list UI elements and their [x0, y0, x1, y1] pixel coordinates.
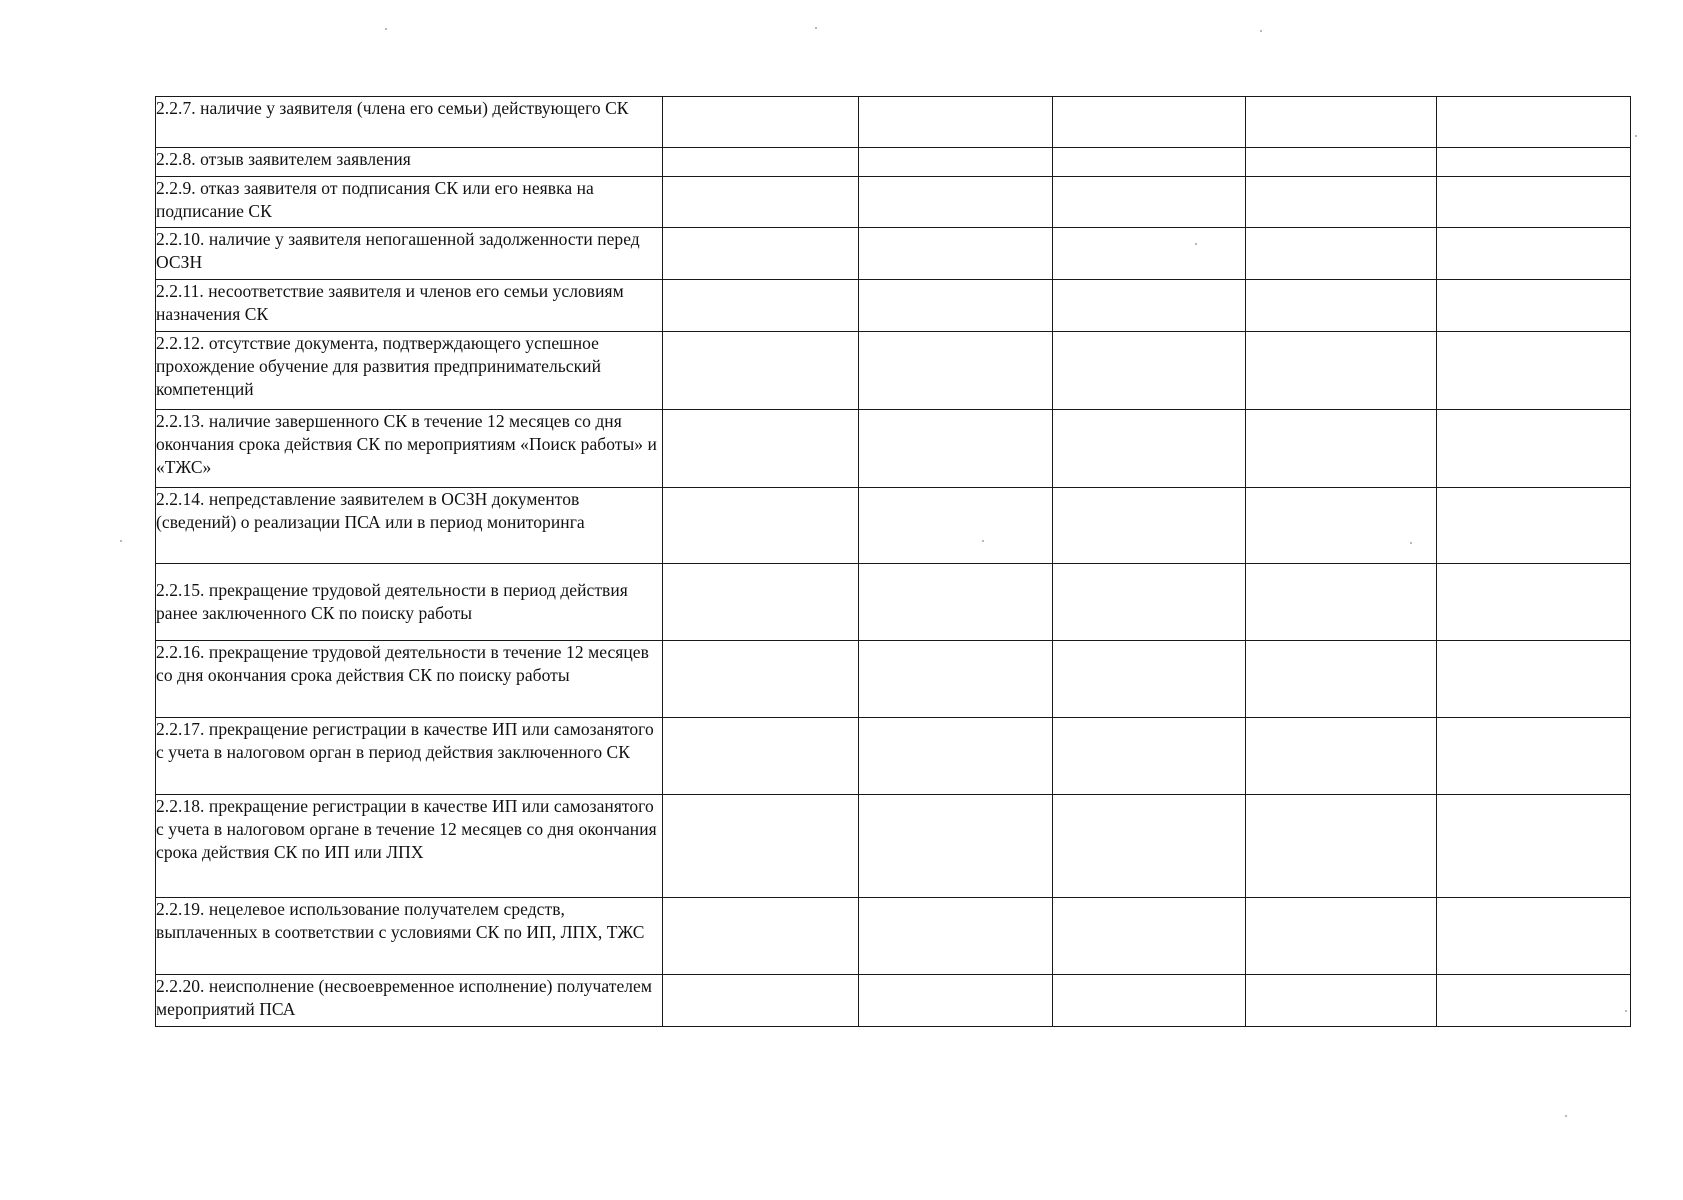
scan-speck — [385, 28, 387, 30]
empty-cell — [1437, 641, 1631, 718]
scan-speck — [982, 540, 984, 542]
table-row — [156, 641, 1631, 718]
row-text-cell: 2.2.11. несоответствие заявителя и членов его семьи условиям назначения СК — [156, 280, 663, 332]
empty-cell — [859, 410, 1053, 488]
empty-cell — [1437, 228, 1631, 280]
empty-cell — [1246, 488, 1437, 564]
empty-cell — [1053, 97, 1246, 148]
empty-cell — [1437, 795, 1631, 898]
empty-cell — [1437, 332, 1631, 410]
scan-speck — [815, 27, 817, 29]
table-row — [156, 410, 1631, 488]
empty-cell — [663, 332, 859, 410]
empty-cell — [859, 97, 1053, 148]
row-text-cell: 2.2.13. наличие завершенного СК в течение 12 месяцев со дня окончания срока действия СК по мероприятиям «Поиск работы» и «ТЖС» — [156, 410, 663, 488]
empty-cell — [663, 97, 859, 148]
scan-speck — [1260, 30, 1262, 32]
empty-cell — [1437, 975, 1631, 1027]
empty-cell — [1053, 332, 1246, 410]
table-row — [156, 148, 1631, 177]
empty-cell — [1246, 177, 1437, 228]
table-row — [156, 280, 1631, 332]
empty-cell — [859, 228, 1053, 280]
empty-cell — [1437, 718, 1631, 795]
scan-speck — [1625, 1010, 1627, 1012]
row-text-cell: 2.2.16. прекращение трудовой деятельности в течение 12 месяцев со дня окончания срока действия СК по поиску работы — [156, 641, 663, 718]
empty-cell — [1053, 564, 1246, 641]
empty-cell — [1437, 97, 1631, 148]
empty-cell — [859, 177, 1053, 228]
empty-cell — [1437, 280, 1631, 332]
empty-cell — [1053, 718, 1246, 795]
empty-cell — [1053, 280, 1246, 332]
table-row — [156, 564, 1631, 641]
empty-cell — [1246, 97, 1437, 148]
empty-cell — [1437, 564, 1631, 641]
row-text-cell: 2.2.20. неисполнение (несвоевременное исполнение) получателем мероприятий ПСА — [156, 975, 663, 1027]
empty-cell — [1246, 641, 1437, 718]
empty-cell — [1053, 795, 1246, 898]
empty-cell — [663, 641, 859, 718]
empty-cell — [1437, 148, 1631, 177]
row-text-cell: 2.2.10. наличие у заявителя непогашенной задолженности перед ОСЗН — [156, 228, 663, 280]
empty-cell — [663, 280, 859, 332]
empty-cell — [1246, 975, 1437, 1027]
row-text-cell: 2.2.19. нецелевое использование получателем средств, выплаченных в соответствии с условиями СК по ИП, ЛПХ, ТЖС — [156, 898, 663, 975]
empty-cell — [663, 795, 859, 898]
row-text-cell: 2.2.15. прекращение трудовой деятельности в период действия ранее заключенного СК по поиску работы — [156, 564, 663, 641]
scan-speck — [1410, 542, 1412, 544]
empty-cell — [1053, 177, 1246, 228]
empty-cell — [1246, 795, 1437, 898]
empty-cell — [1437, 488, 1631, 564]
empty-cell — [1246, 718, 1437, 795]
row-text-cell: 2.2.7. наличие у заявителя (члена его семьи) действующего СК — [156, 97, 663, 148]
empty-cell — [663, 975, 859, 1027]
table-row — [156, 177, 1631, 228]
empty-cell — [859, 148, 1053, 177]
row-text-cell: 2.2.8. отзыв заявителем заявления — [156, 148, 663, 177]
empty-cell — [1246, 332, 1437, 410]
empty-cell — [859, 280, 1053, 332]
empty-cell — [1246, 564, 1437, 641]
empty-cell — [1246, 228, 1437, 280]
empty-cell — [1053, 228, 1246, 280]
empty-cell — [1053, 488, 1246, 564]
empty-cell — [663, 228, 859, 280]
table-row — [156, 97, 1631, 148]
empty-cell — [1246, 410, 1437, 488]
scan-speck — [1565, 1115, 1567, 1117]
empty-cell — [1246, 898, 1437, 975]
empty-cell — [1437, 898, 1631, 975]
empty-cell — [1437, 177, 1631, 228]
table-row — [156, 898, 1631, 975]
table-row — [156, 795, 1631, 898]
empty-cell — [663, 898, 859, 975]
empty-cell — [1053, 975, 1246, 1027]
scan-speck — [1195, 243, 1197, 245]
empty-cell — [859, 898, 1053, 975]
empty-cell — [1246, 148, 1437, 177]
row-text-cell: 2.2.9. отказ заявителя от подписания СК или его неявка на подписание СК — [156, 177, 663, 228]
table-row — [156, 975, 1631, 1027]
scan-speck — [120, 540, 122, 542]
empty-cell — [663, 564, 859, 641]
empty-cell — [859, 718, 1053, 795]
empty-cell — [1053, 641, 1246, 718]
empty-cell — [1246, 280, 1437, 332]
row-text-cell: 2.2.14. непредставление заявителем в ОСЗН документов (сведений) о реализации ПСА или в период мониторинга — [156, 488, 663, 564]
empty-cell — [663, 177, 859, 228]
scan-speck — [1635, 135, 1637, 137]
empty-cell — [859, 488, 1053, 564]
empty-cell — [663, 410, 859, 488]
row-text-cell: 2.2.17. прекращение регистрации в качестве ИП или самозанятого с учета в налоговом орган в период действия заключенного СК — [156, 718, 663, 795]
empty-cell — [663, 148, 859, 177]
criteria-table — [155, 96, 1631, 1027]
empty-cell — [859, 975, 1053, 1027]
empty-cell — [1053, 410, 1246, 488]
empty-cell — [859, 564, 1053, 641]
empty-cell — [859, 795, 1053, 898]
empty-cell — [859, 332, 1053, 410]
empty-cell — [1437, 410, 1631, 488]
empty-cell — [859, 641, 1053, 718]
table-row — [156, 718, 1631, 795]
table-row — [156, 488, 1631, 564]
empty-cell — [663, 718, 859, 795]
empty-cell — [1053, 148, 1246, 177]
empty-cell — [1053, 898, 1246, 975]
table-row — [156, 228, 1631, 280]
empty-cell — [663, 488, 859, 564]
row-text-cell: 2.2.18. прекращение регистрации в качестве ИП или самозанятого с учета в налоговом органе в течение 12 месяцев со дня окончания срока действия СК по ИП или ЛПХ — [156, 795, 663, 898]
table-row — [156, 332, 1631, 410]
row-text-cell: 2.2.12. отсутствие документа, подтверждающего успешное прохождение обучение для развития предпринимательский компетенций — [156, 332, 663, 410]
